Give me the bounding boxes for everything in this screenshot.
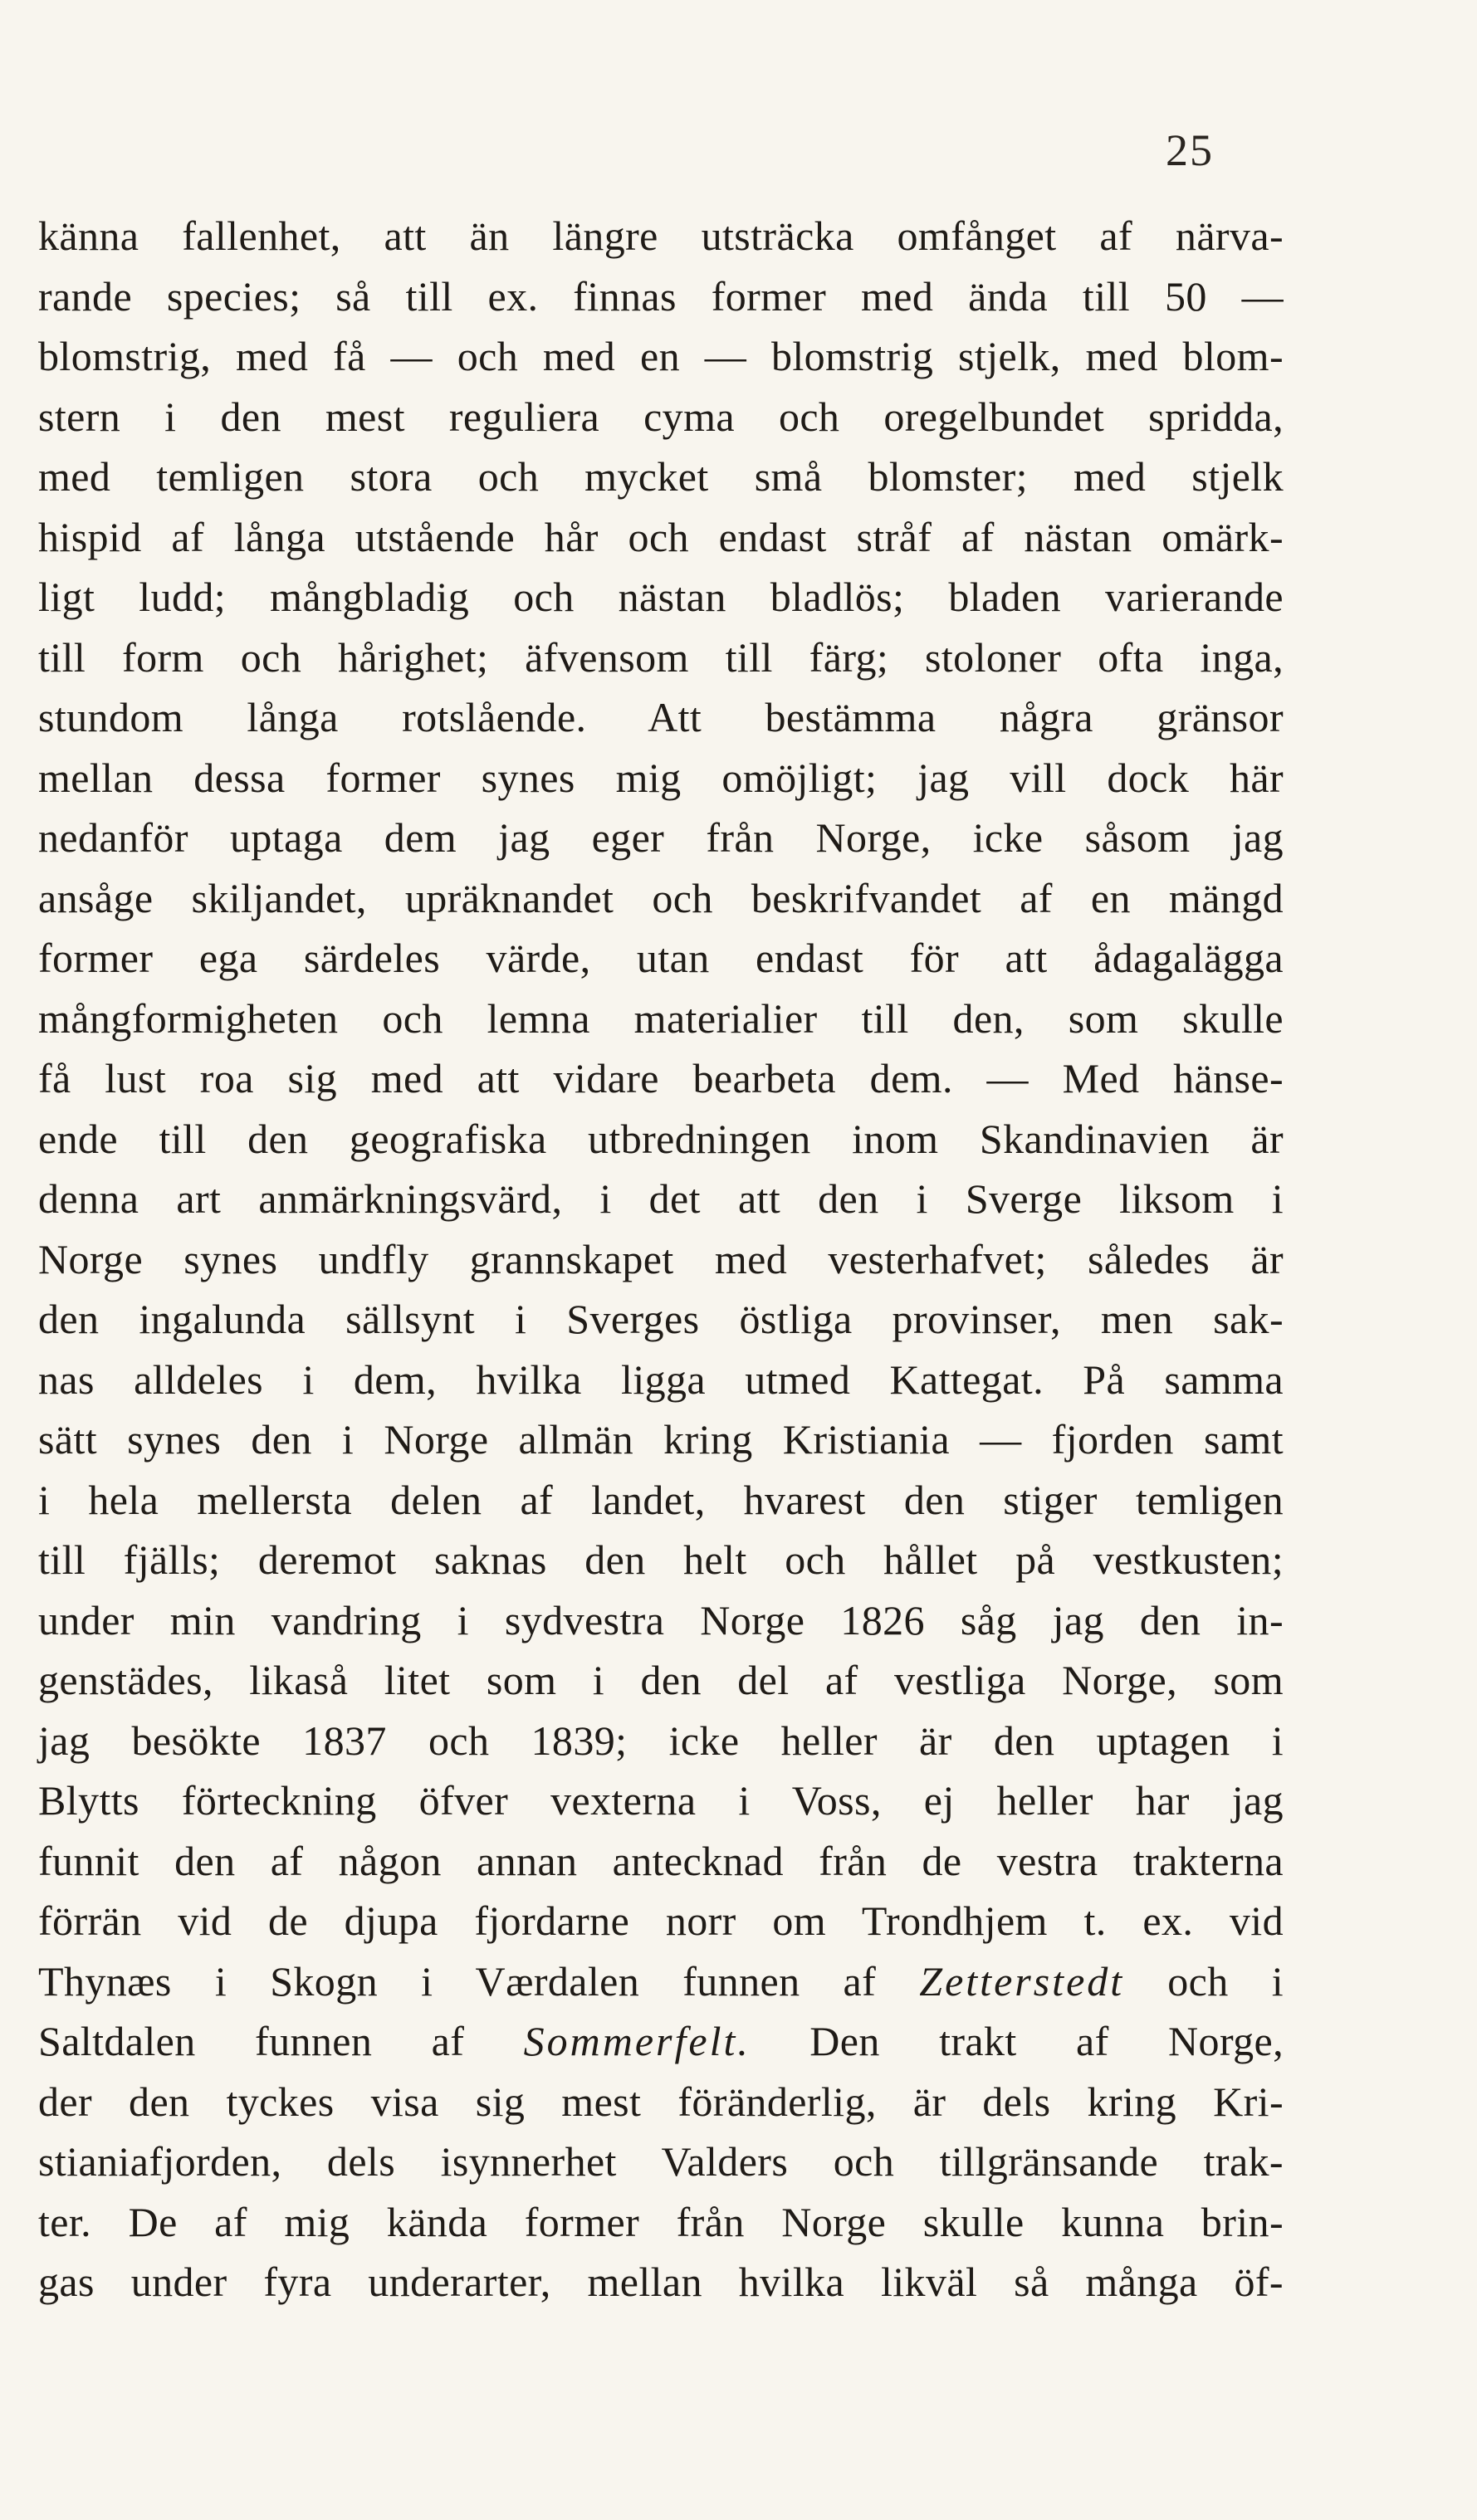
text-line: under min vandring i sydvestra Norge 1826 såg jag den in- — [38, 1596, 1284, 1643]
author-name-sommerfelt: Sommerfelt. — [523, 2018, 751, 2064]
text-line: Blytts förteckning öfver vexterna i Voss, ej heller har jag — [38, 1777, 1284, 1824]
text-line: få lust roa sig med att vidare bearbeta dem. — Med hänse- — [38, 1055, 1284, 1101]
text-line: stianiafjorden, dels isynnerhet Valders och tillgränsande trak- — [38, 2138, 1284, 2185]
text-line: ansåge skiljandet, upräknandet och beskrifvandet af en mängd — [38, 874, 1284, 921]
text-line: denna art anmärkningsvärd, i det att den i Sverge liksom i — [38, 1175, 1284, 1222]
text-line: der den tyckes visa sig mest föränderlig, är dels kring Kri- — [38, 2078, 1284, 2125]
text-line: ligt ludd; mångbladig och nästan bladlös; bladen varierande — [38, 574, 1284, 620]
line-text-before: Saltdalen funnen af — [38, 2018, 524, 2064]
text-line: former ega särdeles värde, utan endast för att ådagalägga — [38, 935, 1284, 981]
text-line: rande species; så till ex. finnas former med ända till 50 — — [38, 272, 1284, 320]
text-line: med temligen stora och mycket små blomster; med stjelk — [38, 453, 1284, 500]
line-text-after: och i — [1124, 1957, 1284, 2005]
text-line-with-author — [38, 1951, 1284, 2012]
text-line: i hela mellersta delen af landet, hvarest den stiger temligen — [38, 1476, 1284, 1523]
text-line: mellan dessa former synes mig omöjligt; jag vill dock här — [38, 754, 1284, 801]
text-line: mångformigheten och lemna materialier till den, som skulle — [38, 994, 1284, 1042]
text-line: till form och hårighet; äfvensom till färg; stoloner ofta inga, — [38, 633, 1284, 681]
text-line: nedanför uptaga dem jag eger från Norge, icke såsom jag — [38, 814, 1284, 861]
text-line: till fjälls; deremot saknas den helt och hållet på vestkusten; — [38, 1536, 1284, 1583]
text-line: känna fallenhet, att än längre utsträcka omfånget af närva- — [38, 212, 1284, 259]
text-line: förrän vid de djupa fjordarne norr om Trondhjem t. ex. vid — [38, 1897, 1284, 1944]
text-line: stundom långa rotslående. Att bestämma några gränsor — [38, 694, 1284, 740]
line-text-before: Thynæs i Skogn i Værdalen funnen af — [38, 1957, 920, 2005]
text-line: ende till den geografiska utbredningen inom Skandinavien är — [38, 1115, 1284, 1162]
text-line-with-author — [38, 2011, 1284, 2072]
text-line: ter. De af mig kända former från Norge skulle kunna brin- — [38, 2198, 1284, 2245]
text-line: stern i den mest reguliera cyma och oregelbundet spridda, — [38, 393, 1284, 440]
text-line: nas alldeles i dem, hvilka ligga utmed Kattegat. På samma — [38, 1355, 1284, 1403]
text-line: hispid af långa utstående hår och endast stråf af nästan omärk- — [38, 513, 1284, 560]
text-line: Norge synes undfly grannskapet med vesterhafvet; således är — [38, 1235, 1284, 1282]
page-number: 25 — [1166, 125, 1214, 175]
author-name-zetterstedt: Zetterstedt — [919, 1957, 1125, 2005]
line-text-after: Den trakt af Norge, — [750, 2018, 1284, 2064]
text-line: funnit den af någon annan antecknad från de vestra trakterna — [38, 1837, 1284, 1884]
text-line: sätt synes den i Norge allmän kring Kristiania — fjorden samt — [38, 1416, 1284, 1463]
text-line: den ingalunda sällsynt i Sverges östliga provinser, men sak- — [38, 1296, 1284, 1342]
body-text — [38, 206, 1284, 2312]
text-line: genstädes, likaså litet som i den del af vestliga Norge, som — [38, 1657, 1284, 1703]
text-line: gas under fyra underarter, mellan hvilka likväl så många öf- — [38, 2259, 1284, 2305]
text-line: jag besökte 1837 och 1839; icke heller är den uptagen i — [38, 1717, 1284, 1764]
text-line: blomstrig, med få — och med en — blomstrig stjelk, med blom- — [38, 333, 1284, 379]
